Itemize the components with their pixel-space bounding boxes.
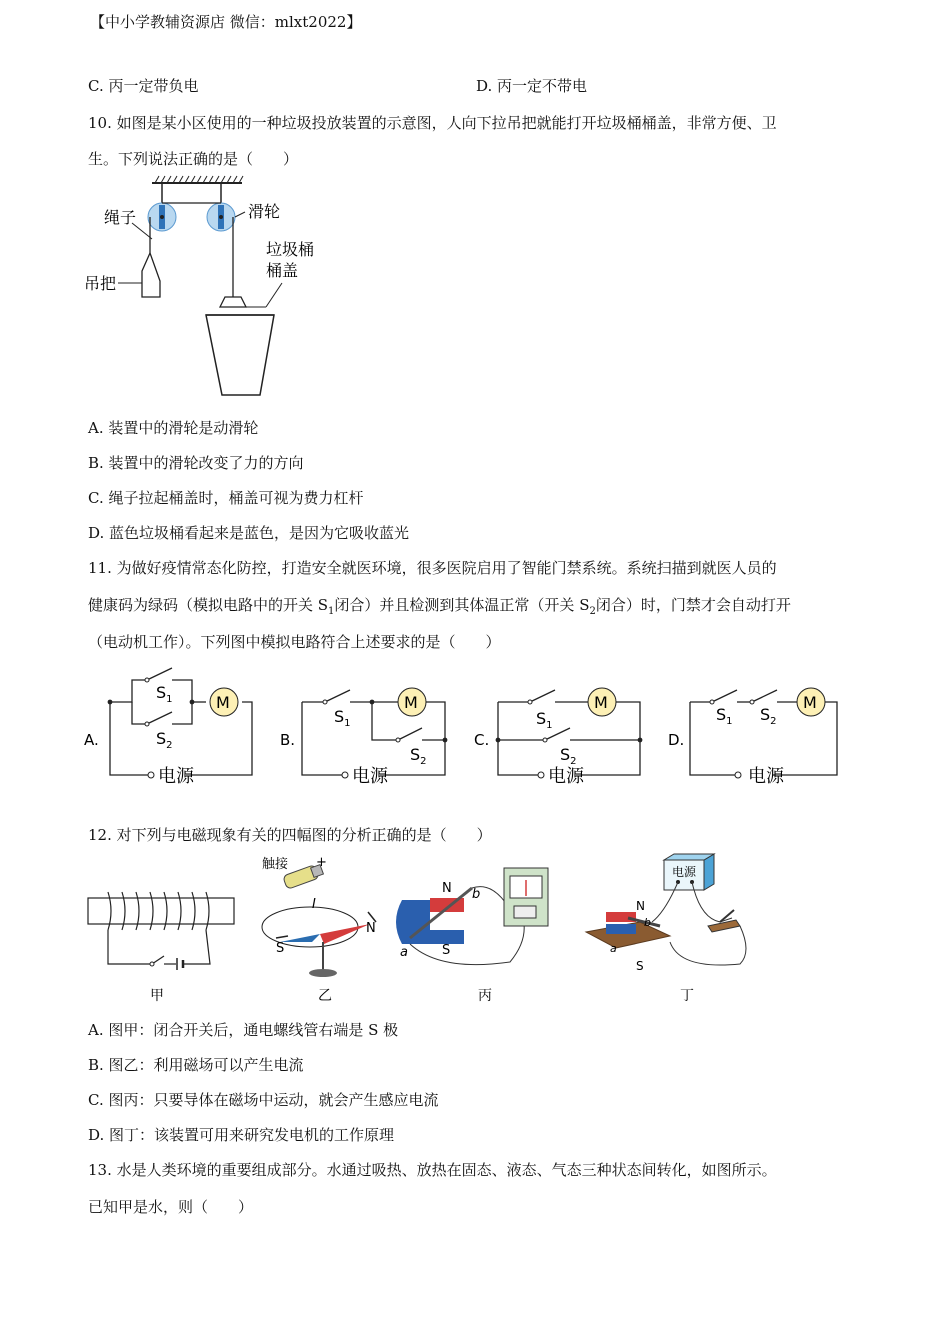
fig-bing-induction: [396, 868, 548, 965]
power-b: 电源: [352, 766, 388, 787]
q9-option-c: C. 丙一定带负电: [88, 77, 199, 95]
caption-jia: 甲: [150, 988, 164, 1004]
q12-option-c: C. 图丙：只要导体在磁场中运动，就会产生感应电流: [88, 1091, 439, 1109]
svg-text:S1: $S_1$: [334, 707, 351, 729]
left-pulley-icon: [148, 203, 176, 231]
q12-stem: 12. 对下列与电磁现象有关的四幅图的分析正确的是（ ）: [88, 826, 492, 844]
motor-b: M: [404, 693, 418, 712]
q10-option-c: C. 绳子拉起桶盖时，桶盖可视为费力杠杆: [88, 489, 364, 507]
q10-stem-line2: 生。下列说法正确的是（ ）: [88, 150, 299, 168]
q10-pulley-figure: [80, 175, 340, 405]
q10-option-d: D. 蓝色垃圾桶看起来是蓝色，是因为它吸收蓝光: [88, 524, 410, 542]
handle-label: 吊把: [84, 274, 117, 293]
page-header: 【中小学教辅资源店 微信：mlxt2022】: [90, 13, 362, 31]
ding-n-label: N: [636, 899, 645, 913]
bing-s-label: S: [442, 943, 451, 958]
svg-text:S1: $S_1$: [716, 705, 733, 727]
svg-text:S2: $S_2$: [156, 729, 173, 751]
q11-stem-line3: （电动机工作）。下列图中模拟电路符合上述要求的是（ ）: [88, 633, 501, 651]
lid-label-1: 垃圾桶: [266, 240, 315, 259]
motor-a: M: [216, 693, 230, 712]
bing-a-label: a: [400, 945, 408, 960]
current-label: I: [312, 897, 316, 912]
svg-text:S2: $S_2$: [560, 745, 577, 767]
ding-b-label: b: [644, 916, 651, 929]
q10-option-a: A. 装置中的滑轮是动滑轮: [88, 419, 259, 437]
motor-c: M: [594, 693, 608, 712]
circuit-a-letter: A.: [84, 731, 99, 749]
power-c: 电源: [548, 766, 584, 787]
bing-b-label: b: [472, 887, 481, 902]
circuit-d-letter: D.: [668, 731, 685, 749]
q11-stem-line2: 健康码为绿码（模拟电路中的开关 $S_1$闭合）并且检测到其体温正常（开关 $S_2$闭合）时，门禁才会自动打开: [88, 596, 791, 617]
bing-n-label: N: [442, 881, 452, 896]
plus-label: +: [316, 855, 327, 870]
yi-n-label: N: [366, 921, 376, 936]
q13-stem-line2: 已知甲是水，则（ ）: [88, 1198, 254, 1216]
q12-option-a: A. 图甲：闭合开关后，通电螺线管右端是 S 极: [88, 1021, 399, 1039]
q12-figures: [80, 852, 780, 1012]
power-a: 电源: [158, 766, 194, 787]
q12-option-d: D. 图丁：该装置可用来研究发电机的工作原理: [88, 1126, 395, 1144]
circuit-c-letter: C.: [474, 731, 490, 749]
svg-text:S1: $S_1$: [156, 683, 173, 705]
caption-bing: 丙: [478, 988, 492, 1004]
pulley-label: 滑轮: [248, 202, 281, 221]
touch-label: 触接: [262, 857, 289, 872]
q11-stem-line1: 11. 为做好疫情常态化防控，打造安全就医环境，很多医院启用了智能门禁系统。系统扫描到就医人员的: [88, 559, 777, 577]
caption-ding: 丁: [680, 988, 694, 1004]
yi-s-label: S: [276, 941, 285, 956]
power-d: 电源: [748, 766, 784, 787]
q13-stem-line1: 13. 水是人类环境的重要组成部分。水通过吸热、放热在固态、液态、气态三种状态间转化，如图所示。: [88, 1161, 777, 1179]
q10-option-b: B. 装置中的滑轮改变了力的方向: [88, 454, 304, 472]
q11-circuits-figure: [80, 660, 860, 795]
caption-yi: 乙: [318, 988, 332, 1004]
svg-text:S2: $S_2$: [410, 745, 427, 767]
q12-option-b: B. 图乙：利用磁场可以产生电流: [88, 1056, 304, 1074]
fig-yi-oersted: [262, 865, 376, 977]
svg-text:S2: $S_2$: [760, 705, 777, 727]
rope-label: 绳子: [104, 208, 137, 227]
circuit-b-letter: B.: [280, 731, 296, 749]
circuit-a: [110, 668, 252, 775]
lid-label-2: 桶盖: [266, 261, 299, 280]
power-box-label: 电源: [672, 865, 697, 879]
ding-a-label: a: [610, 942, 617, 955]
q10-stem-line1: 10. 如图是某小区使用的一种垃圾投放装置的示意图，人向下拉吊把就能打开垃圾桶桶盖，非常方便、卫: [88, 114, 777, 132]
ding-s-label: S: [636, 959, 644, 973]
q9-option-d: D. 丙一定不带电: [476, 77, 588, 95]
fig-jia-solenoid: [88, 892, 234, 970]
svg-text:S1: $S_1$: [536, 709, 553, 731]
right-pulley-icon: [207, 203, 235, 231]
motor-d: M: [803, 693, 817, 712]
